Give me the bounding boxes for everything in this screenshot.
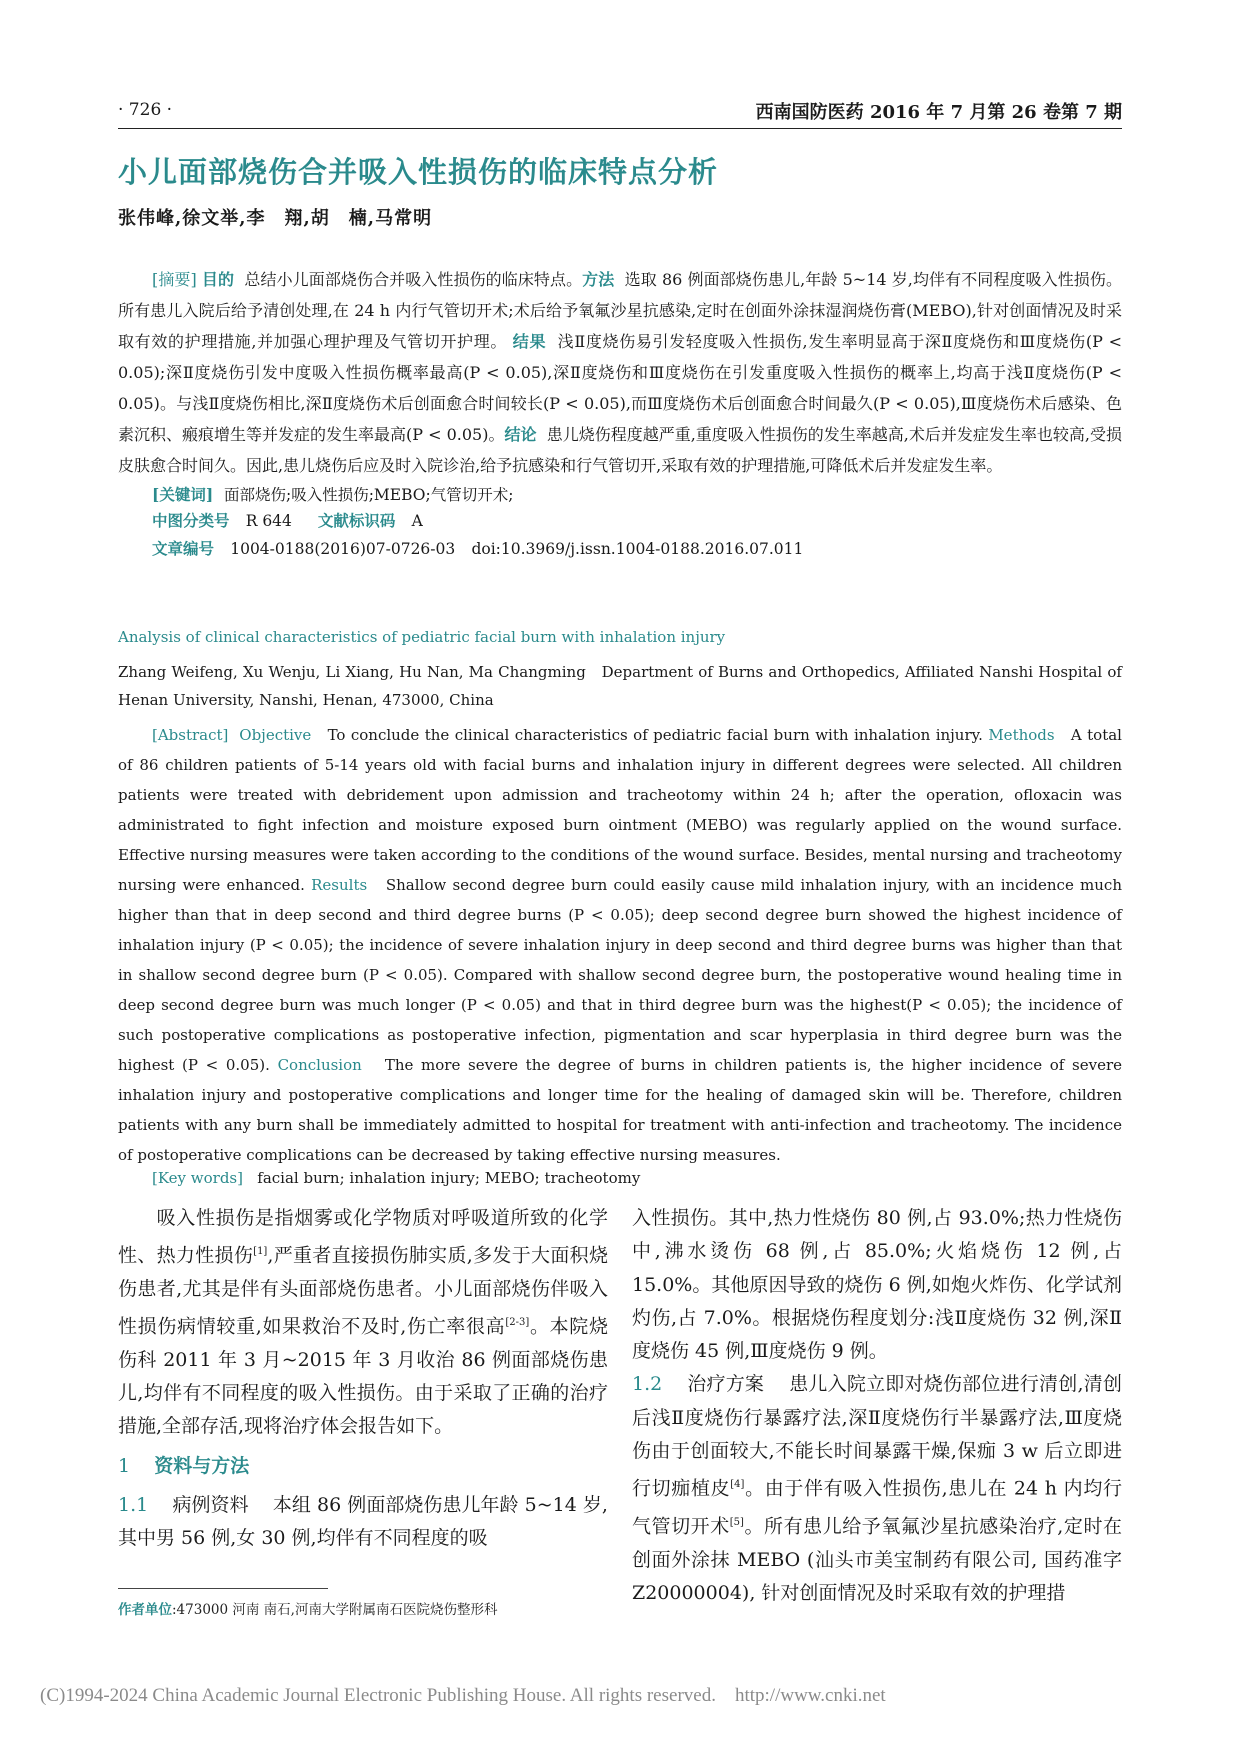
section-1-heading [118,1450,608,1483]
intro-paragraph [118,1202,608,1444]
footnote-label: 作者单位 [118,1602,172,1618]
subsection-1-2-text-a: 患儿入院立即对烧伤部位进行清创,清创后浅Ⅱ度烧伤行暴露疗法,深Ⅱ度烧伤行半暴露疗法,Ⅲ度烧伤由于创面较大,不能长时间暴露干燥,保痂 3 w 后立即进行切痂植皮 [632,1373,1122,1500]
english-title: Analysis of clinical characteristics of pediatric facial burn with inhalation injury [118,628,726,646]
en-methods-label: Methods [988,726,1055,744]
subsection-1-1-number: 1.1 [118,1494,149,1517]
subsection-1-2-number: 1.2 [632,1373,663,1396]
cases-continued: 入性损伤。其中,热力性烧伤 80 例,占 93.0%;热力性烧伤中,沸水烫伤 68 例,占 85.0%;火焰烧伤 12 例,占 15.0%。其他原因导致的烧伤 6 例,如炮火炸伤、化学试剂灼伤,占 7.0%。根据烧伤程度划分:浅Ⅱ度烧伤 32 例,深Ⅱ度烧伤 45 例,Ⅲ度烧伤 9 例。 [632,1207,1122,1363]
classification-line [152,509,423,531]
subsection-1-1-text: 本组 86 例面部烧伤患儿年龄 5~14 岁,其中男 56 例,女 30 例,均伴有不同程度的吸 [118,1494,608,1550]
subsection-1-2-text-b: 。由于伴有吸入性损伤,患儿在 24 h 内均行气管切开术 [632,1477,1122,1538]
en-abstract-tag: [Abstract] [152,726,229,744]
article-number-line [152,537,803,559]
en-objective-label: Objective [239,726,312,744]
english-keywords [152,1169,640,1187]
subsection-1-2-title: 治疗方案 [687,1373,765,1396]
en-results-text: Shallow second degree burn could easily cause mild inhalation injury, with an incidence much higher than that in deep second and third degree burns (P < 0.05); deep second degree burn showed the highest incidence of inhalation injury (P < 0.05); the incidence of severe inhalation injury in deep second and third degree burns was higher than that in shallow second degree burn (P < 0.05). Compared with shallow second degree burn, the postoperative wound healing time in deep second degree burn was much longer (P < 0.05) and that in third degree burn was the highest(P < 0.05); the incidence of such postoperative complications as postoperative infection, pigmentation and scar hyperplasia in third degree burn was the highest (P < 0.05). [118,876,1122,1074]
english-abstract [118,720,1122,1170]
results-text: 浅Ⅱ度烧伤易引发轻度吸入性损伤,发生率明显高于深Ⅱ度烧伤和Ⅲ度烧伤(P < 0.05);深Ⅱ度烧伤引发中度吸入性损伤概率最高(P < 0.05),深Ⅱ度烧伤和Ⅲ度烧伤在引发重度吸入性损伤的概率上,均高于浅Ⅱ度烧伤(P < 0.05)。与浅Ⅱ度烧伤相比,深Ⅱ度烧伤术后创面愈合时间较长(P < 0.05),而Ⅲ度烧伤术后创面愈合时间最久(P < 0.05),Ⅲ度烧伤术后感染、色素沉积、瘢痕增生等并发症的发生率最高(P < 0.05)。 [118,332,1123,444]
section-1-number: 1 [118,1454,131,1477]
subsection-1-1-title: 病例资料 [172,1494,249,1517]
keywords-label: [关键词] [152,485,214,504]
body-right-column [632,1202,1122,1610]
en-methods-text: A total of 86 children patients of 5-14 years old with facial burns and inhalation injury in different degrees were selected. All children patients were treated with debridement upon admission and tracheotomy within 24 h; after the operation, ofloxacin was administrated to fight infection and moisture exposed burn ointment (MEBO) was regularly applied on the wound surface. Effective nursing measures were taken according to the conditions of the wound surface. Besides, mental nursing and tracheotomy nursing were enhanced. [118,726,1122,894]
conclusion-label: 结论 [504,425,537,444]
article-number-label: 文章编号 [152,539,215,558]
methods-text: 选取 86 例面部烧伤患儿,年龄 5~14 岁,均伴有不同程度吸入性损伤。所有患儿入院后给予清创处理,在 24 h 内行气管切开术;术后给予氧氟沙星抗感染,定时在创面外涂抹湿润烧伤膏(MEBO),针对创面情况及时采取有效的护理措施,并加强心理护理及气管切开护理。 [118,270,1122,351]
subsection-1-2 [632,1368,1122,1610]
abstract-tag: [摘要] [152,270,197,289]
results-label: 结果 [512,332,547,351]
intro-text-2: ,严重者直接损伤肺实质,多发于大面积烧伤患者,尤其是伴有头面部烧伤患者。小儿面部烧伤伴吸入性损伤病情较重,如果救治不及时,伤亡率很高 [118,1244,608,1338]
en-keywords-text: facial burn; inhalation injury; MEBO; tracheotomy [257,1169,641,1187]
objective-label: 目的 [201,270,235,289]
footnote-text: :473000 河南 南石,河南大学附属南石医院烧伤整形科 [172,1602,498,1618]
objective-text: 总结小儿面部烧伤合并吸入性损伤的临床特点。 [244,270,583,289]
en-conclusion-text: The more severe the degree of burns in children patients is, the higher incidence of severe inhalation injury and postoperative complications and longer time for the healing of damaged skin will be. Therefore, children patients with any burn shall be immediately admitted to hospital for treatment with anti-infection and tracheotomy. The incidence of postoperative complications can be decreased by taking effective nursing measures. [118,1056,1122,1164]
subsection-1-1 [118,1489,608,1556]
subsection-1-2-text-c: 。所有患儿给予氧氟沙星抗感染治疗,定时在创面外涂抹 MEBO (汕头市美宝制药有限公司, 国药准字 Z20000004), 针对创面情况及时采取有效的护理措 [632,1515,1122,1604]
chinese-abstract [118,264,1122,481]
doc-code-label: 文献标识码 [317,511,396,530]
citation-1: [1] [253,1246,268,1258]
header-rule [118,128,1122,129]
intro-text-3: 。本院烧伤科 2011 年 3 月~2015 年 3 月收治 86 例面部烧伤患儿,均伴有不同程度的吸入性损伤。由于采取了正确的治疗措施,全部存活,现将治疗体会报告如下。 [118,1315,608,1438]
doc-code-value: A [411,512,423,530]
footnote-rule [118,1588,328,1589]
section-1-title: 资料与方法 [154,1454,250,1477]
article-title: 小儿面部烧伤合并吸入性损伤的临床特点分析 [118,155,719,189]
methods-label: 方法 [582,270,615,289]
clc-value: R 644 [245,512,292,530]
journal-header: 西南国防医药 2016 年 7 月第 26 卷第 7 期 [755,102,1122,123]
en-conclusion-label: Conclusion [277,1056,362,1074]
intro-text-1: 吸入性损伤是指烟雾或化学物质对呼吸道所致的化学性、热力性损伤 [118,1207,608,1267]
article-number-value: 1004-0188(2016)07-0726-03 [230,540,456,558]
keywords-text: 面部烧伤;吸入性损伤;MEBO;气管切开术; [223,486,514,504]
copyright-watermark: (C)1994-2024 China Academic Journal Electronic Publishing House. All rights reserved. http://www.cnki.net [40,1685,886,1706]
citation-4: [4] [730,1479,745,1491]
author-affiliation-footnote [118,1598,618,1618]
body-left-column [118,1202,608,1556]
en-keywords-label: [Key words] [152,1169,243,1187]
en-results-label: Results [311,876,368,894]
citation-2: [2-3] [505,1317,530,1329]
en-objective-text: To conclude the clinical characteristics of pediatric facial burn with inhalation injury. [327,726,983,744]
citation-5: [5] [729,1517,744,1528]
clc-label: 中图分类号 [152,511,230,530]
english-authors-affiliation: Zhang Weifeng, Xu Wenju, Li Xiang, Hu Nan, Ma Changming Department of Burns and Orthopedics, Affiliated Nanshi Hospital of Henan University, Nanshi, Henan, 473000, China [118,663,1122,709]
conclusion-text: 患儿烧伤程度越严重,重度吸入性损伤的发生率越高,术后并发症发生率也较高,受损皮肤愈合时间久。因此,患儿烧伤后应及时入院诊治,给予抗感染和行气管切开,采取有效的护理措施,可降低术后并发症发生率。 [118,425,1122,475]
doi: doi:10.3969/j.issn.1004-0188.2016.07.011 [471,540,804,558]
page-number: · 726 · [118,100,173,120]
authors: 张伟峰,徐文举,李 翔,胡 楠,马常明 [118,208,433,229]
keywords-line [152,483,513,505]
